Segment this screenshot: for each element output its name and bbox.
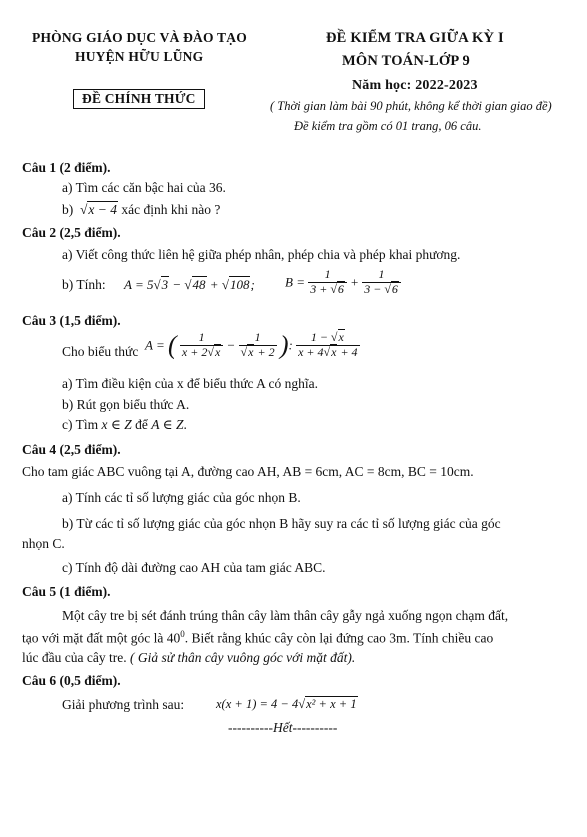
question-6-intro: Giải phương trình sau: (62, 697, 185, 712)
question-5-title: Câu 5 (1 điểm). (22, 584, 111, 599)
question-4b-line1: b) Từ các tỉ số lượng giác của góc nhọn B hãy suy ra các tỉ số lượng giác của góc (62, 516, 501, 531)
expression-3: A = ( $\frac{1}{x + 2√x}$ − $\frac{1}{√x + 2}$ ): $\frac{1 - √x}{x + 4√x + 4}$ (145, 330, 358, 360)
question-5-line2: tạo với mặt đất một góc là $40^0$. Biết rằng khúc cây còn lại đứng cao 3m. Tính chiều cao (22, 629, 494, 646)
question-1b: b) √x − 4 xác định khi nào ? (62, 202, 221, 217)
expression-b: B = $\frac{1}{3 + √6}$ + $\frac{1}{3 - √6}$ (285, 268, 401, 297)
question-3c: c) Tìm x ∈ Z để A ∈ Z. (62, 417, 187, 432)
time-note: ( Thời gian làm bài 90 phút, không kể thời gian giao đề) (270, 99, 552, 113)
question-3b: b) Rút gọn biểu thức A. (62, 397, 190, 412)
question-3-intro: Cho biểu thức (62, 344, 139, 359)
district-name: HUYỆN HỮU LŨNG (75, 49, 204, 64)
expression-a: A = 5√3 − √48 + √108; (124, 277, 255, 292)
question-6-title: Câu 6 (0,5 điểm). (22, 673, 121, 688)
question-4b-line2: nhọn C. (22, 536, 65, 551)
end-marker: ----------Hết---------- (228, 720, 338, 735)
question-3a: a) Tìm điều kiện của x để biểu thức A có nghĩa. (62, 376, 318, 391)
question-5-line3: lúc đầu của cây tre. ( Giả sử thân cây vuông góc với mặt đất). (22, 650, 356, 665)
equation-6: x(x + 1) = 4 − 4√x² + x + 1 (216, 697, 357, 711)
question-2b-label: b) Tính: (62, 277, 106, 292)
school-year: Năm học: 2022-2023 (352, 78, 478, 93)
question-4-title: Câu 4 (2,5 điểm). (22, 442, 121, 457)
exam-title: ĐỀ KIỂM TRA GIỮA KỲ I (326, 30, 504, 46)
department-name: PHÒNG GIÁO DỤC VÀ ĐÀO TẠO (32, 30, 247, 45)
question-4-intro: Cho tam giác ABC vuông tại A, đường cao AH, AB = 6cm, AC = 8cm, BC = 10cm. (22, 464, 474, 479)
question-2-title: Câu 2 (2,5 điểm). (22, 225, 121, 240)
official-exam-box: ĐỀ CHÍNH THỨC (73, 89, 205, 109)
question-3-title: Câu 3 (1,5 điểm). (22, 313, 121, 328)
question-1a: a) Tìm các căn bậc hai của 36. (62, 180, 226, 195)
question-4a: a) Tính các tỉ số lượng giác của góc nhọn B. (62, 490, 301, 505)
question-2a: a) Viết công thức liên hệ giữa phép nhân, phép chia và phép khai phương. (62, 247, 461, 262)
question-4c: c) Tính độ dài đường cao AH của tam giác ABC. (62, 560, 326, 575)
pages-note: Đề kiểm tra gồm có 01 trang, 06 câu. (294, 119, 482, 133)
subject-title: MÔN TOÁN-LỚP 9 (342, 53, 470, 69)
question-5-line1: Một cây tre bị sét đánh trúng thân cây làm thân cây gẫy ngả xuống ngọn chạm đất, (62, 608, 509, 623)
question-1-title: Câu 1 (2 điểm). (22, 160, 111, 175)
